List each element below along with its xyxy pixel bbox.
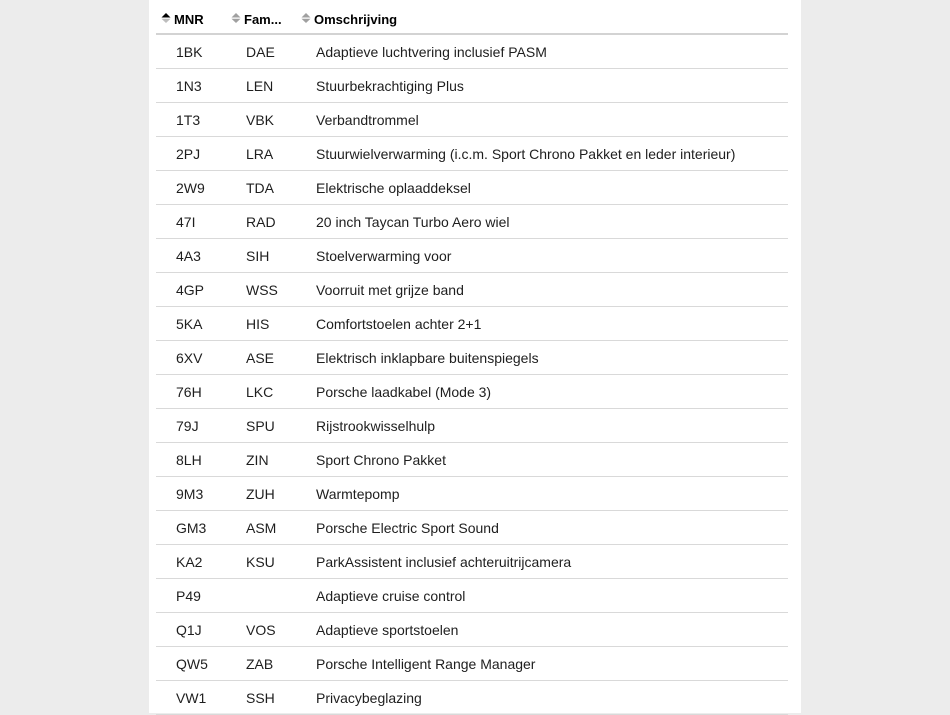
table-row (156, 341, 788, 375)
table-row (156, 103, 788, 137)
cell-mnr: 1N3 (156, 69, 226, 103)
table-header-row (156, 5, 788, 34)
table-row (156, 137, 788, 171)
column-header-family-label: Fam... (244, 12, 282, 28)
cell-description: Porsche Intelligent Range Manager (296, 647, 788, 681)
cell-description: 20 inch Taycan Turbo Aero wiel (296, 205, 788, 239)
table-row (156, 239, 788, 273)
cell-description: Voorruit met grijze band (296, 273, 788, 307)
cell-mnr: 1BK (156, 34, 226, 69)
table-row (156, 69, 788, 103)
cell-description: Adaptieve sportstoelen (296, 613, 788, 647)
cell-family: SIH (226, 239, 296, 273)
cell-description: Stuurbekrachtiging Plus (296, 69, 788, 103)
cell-family: TDA (226, 171, 296, 205)
cell-family: DAE (226, 34, 296, 69)
cell-family: SSH (226, 681, 296, 715)
table-row (156, 205, 788, 239)
cell-description: Adaptieve luchtvering inclusief PASM (296, 34, 788, 69)
cell-mnr: Q1J (156, 613, 226, 647)
cell-mnr: 79J (156, 409, 226, 443)
cell-family: KSU (226, 545, 296, 579)
cell-mnr: VW1 (156, 681, 226, 715)
table-row (156, 409, 788, 443)
cell-family: SPU (226, 409, 296, 443)
table-row (156, 443, 788, 477)
cell-family: HIS (226, 307, 296, 341)
sort-neutral-icon (231, 12, 241, 24)
cell-description: Verbandtrommel (296, 103, 788, 137)
cell-family: LEN (226, 69, 296, 103)
cell-mnr: KA2 (156, 545, 226, 579)
cell-family (226, 579, 296, 613)
cell-mnr: P49 (156, 579, 226, 613)
table-row (156, 647, 788, 681)
table-row (156, 545, 788, 579)
cell-description: Elektrisch inklapbare buitenspiegels (296, 341, 788, 375)
cell-description: ParkAssistent inclusief achteruitrijcamera (296, 545, 788, 579)
table-row (156, 681, 788, 715)
options-panel (149, 0, 801, 713)
cell-family: ZUH (226, 477, 296, 511)
table-row (156, 171, 788, 205)
column-header-description[interactable] (296, 5, 788, 34)
cell-description: Porsche laadkabel (Mode 3) (296, 375, 788, 409)
cell-mnr: QW5 (156, 647, 226, 681)
column-header-description-label: Omschrijving (314, 12, 398, 28)
cell-family: VBK (226, 103, 296, 137)
cell-description: Sport Chrono Pakket (296, 443, 788, 477)
cell-mnr: 2W9 (156, 171, 226, 205)
cell-mnr: 1T3 (156, 103, 226, 137)
table-row (156, 511, 788, 545)
cell-mnr: 8LH (156, 443, 226, 477)
cell-description: Stoelverwarming voor (296, 239, 788, 273)
cell-family: ASE (226, 341, 296, 375)
cell-family: LRA (226, 137, 296, 171)
cell-family: VOS (226, 613, 296, 647)
column-header-mnr[interactable] (156, 5, 226, 34)
cell-description: Adaptieve cruise control (296, 579, 788, 613)
table-row (156, 307, 788, 341)
cell-mnr: GM3 (156, 511, 226, 545)
cell-mnr: 4A3 (156, 239, 226, 273)
cell-description: Warmtepomp (296, 477, 788, 511)
cell-description: Comfortstoelen achter 2+1 (296, 307, 788, 341)
options-table (156, 5, 788, 715)
table-body (156, 34, 788, 715)
cell-mnr: 9M3 (156, 477, 226, 511)
cell-family: ASM (226, 511, 296, 545)
table-row (156, 34, 788, 69)
cell-family: LKC (226, 375, 296, 409)
cell-mnr: 4GP (156, 273, 226, 307)
cell-description: Privacybeglazing (296, 681, 788, 715)
table-row (156, 613, 788, 647)
table-row (156, 375, 788, 409)
cell-mnr: 5KA (156, 307, 226, 341)
cell-description: Elektrische oplaaddeksel (296, 171, 788, 205)
table-row (156, 273, 788, 307)
table-row (156, 579, 788, 613)
cell-family: RAD (226, 205, 296, 239)
sort-neutral-icon (301, 12, 311, 24)
cell-family: ZIN (226, 443, 296, 477)
cell-mnr: 2PJ (156, 137, 226, 171)
cell-description: Porsche Electric Sport Sound (296, 511, 788, 545)
cell-mnr: 47I (156, 205, 226, 239)
sort-ascending-icon (161, 12, 171, 24)
table-row (156, 477, 788, 511)
cell-mnr: 6XV (156, 341, 226, 375)
column-header-family[interactable] (226, 5, 296, 34)
column-header-mnr-label: MNR (174, 12, 204, 28)
cell-family: ZAB (226, 647, 296, 681)
cell-description: Rijstrookwisselhulp (296, 409, 788, 443)
cell-description: Stuurwielverwarming (i.c.m. Sport Chrono Pakket en leder interieur) (296, 137, 788, 171)
cell-family: WSS (226, 273, 296, 307)
cell-mnr: 76H (156, 375, 226, 409)
